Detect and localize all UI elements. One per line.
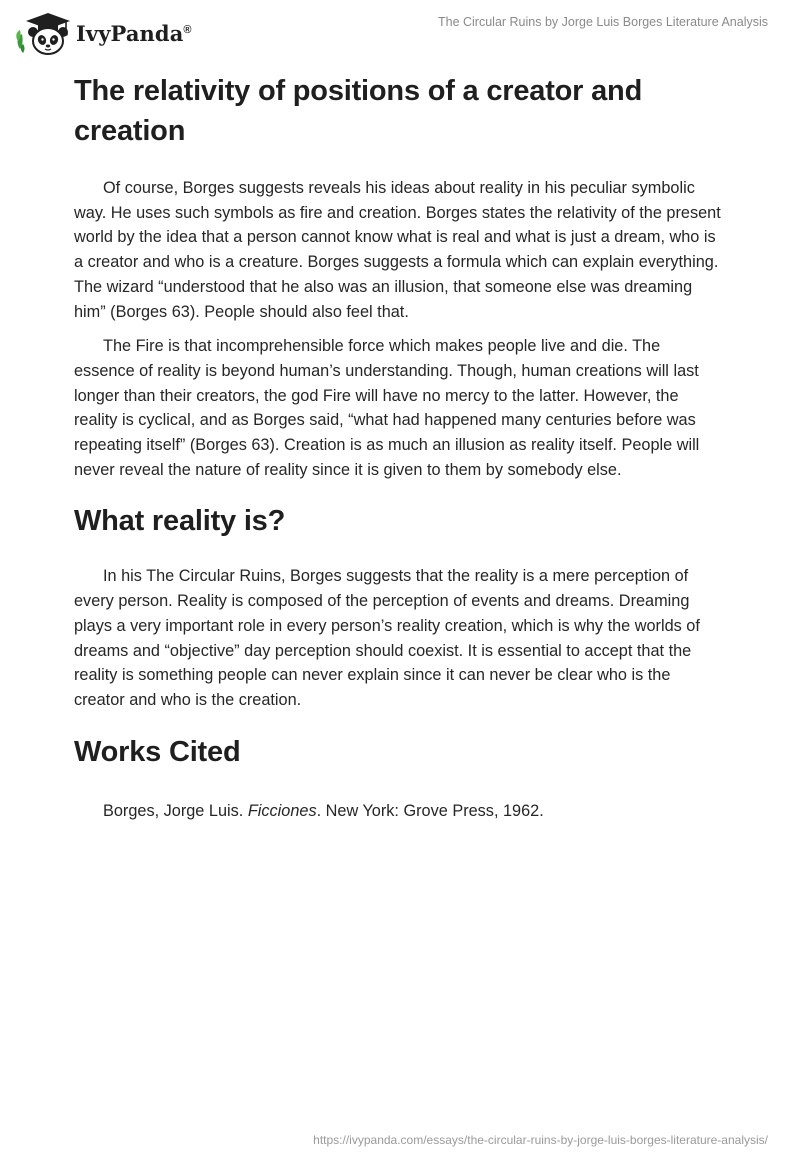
section-heading-what-reality-is: What reality is? — [74, 505, 286, 538]
paragraph: The Fire is that incomprehensible force which makes people live and die. The essence of reality is beyond human’s understanding. Though, human creations will last longer than their creators, the god Fire will have no mercy to the latter. However, the reality is cyclical, and as Borges said, “what had happened many centuries before was repeating itself” (Borges 63). Creation is as much an illusion as reality itself. People will never reveal the nature of reality since it is given to them by somebody else. — [74, 337, 700, 479]
paragraph: In his The Circular Ruins, Borges suggests that the reality is a mere perception of every person. Reality is composed of the perception of events and dreams. Dreaming plays a very important role in every person’s reality creation, which is why the worlds of dreams and “objective” day perception should coexist. It is essential to accept that the reality is something people can never explain since it can never be clear who is the creator and who is the creation. — [74, 567, 700, 709]
citation-entry — [74, 799, 724, 824]
paragraph: Of course, Borges suggests reveals his ideas about reality in his peculiar symbolic way. He uses such symbols as fire and creation. Borges states the relativity of the present world by the idea that a person cannot know what is real and what is just a dream, who is a creator and who is a creature. Borges suggests a formula which can explain everything. The wizard “understood that he also was an illusion, that someone else was dreaming him” (Borges 63). People should also feel that. — [74, 179, 721, 321]
section-heading-works-cited: Works Cited — [74, 735, 241, 768]
citation-publication: . New York: Grove Press, 1962. — [316, 801, 544, 820]
source-url-link[interactable]: https://ivypanda.com/essays/the-circular-ruins-by-jorge-luis-borges-literature-analysis/ — [313, 1133, 768, 1147]
citation-author: Borges, Jorge Luis. — [103, 801, 248, 820]
ivypanda-logo[interactable] — [14, 9, 192, 57]
brand-name: IvyPanda® — [76, 20, 192, 46]
registered-mark: ® — [183, 23, 192, 36]
article-body — [74, 70, 724, 823]
document-title: The Circular Ruins by Jorge Luis Borges Literature Analysis — [437, 15, 768, 29]
section-heading-relativity: The relativity of positions of a creator and creation — [74, 75, 643, 147]
panda-graduate-icon — [14, 9, 72, 57]
page-header — [0, 0, 800, 64]
citation-title: Ficciones — [247, 801, 317, 820]
